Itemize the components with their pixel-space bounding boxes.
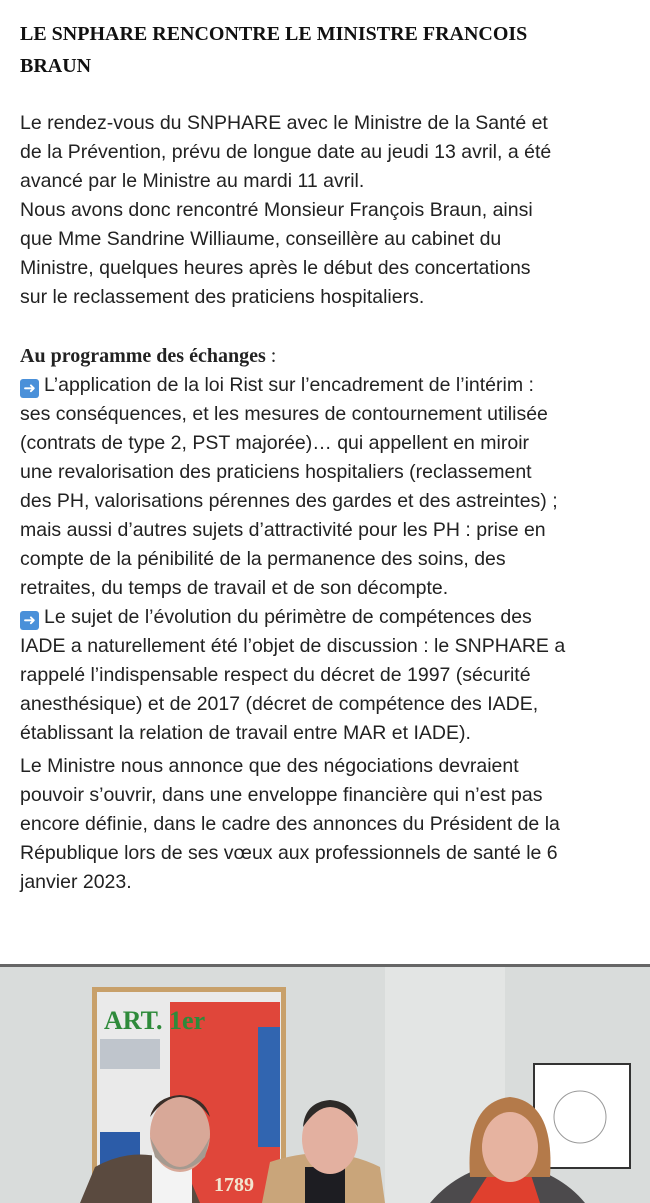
- text-line-content: Le sujet de l’évolution du périmètre de compétences des: [44, 606, 532, 628]
- text-line: [20, 839, 560, 868]
- text-line-content: Le rendez-vous du SNPHARE avec le Ministre de la Santé et: [20, 112, 548, 134]
- program-heading-text: Au programme des échanges: [20, 345, 266, 367]
- text-line-content: janvier 2023.: [20, 871, 132, 893]
- text-line: [20, 752, 560, 781]
- text-line-content: Nous avons donc rencontré Monsieur François Braun, ainsi: [20, 199, 533, 221]
- text-line-content: encore définie, dans le cadre des annonces du Président de la: [20, 813, 560, 835]
- conclusion-paragraph: [20, 752, 560, 897]
- text-line: [20, 574, 565, 603]
- text-line: [20, 50, 527, 82]
- article-title: [20, 18, 527, 82]
- text-line-content: des PH, valorisations pérennes des gardes et des astreintes) ;: [20, 490, 558, 512]
- program-item-2: [20, 603, 565, 748]
- meeting-photo: [0, 964, 650, 1203]
- text-line-content: LE SNPHARE RENCONTRE LE MINISTRE FRANCOIS: [20, 23, 528, 45]
- text-line: [20, 283, 551, 312]
- text-line-content: (contrats de type 2, PST majorée)… qui appellent en miroir: [20, 432, 530, 454]
- text-line-content: avancé par le Ministre au mardi 11 avril.: [20, 170, 365, 192]
- program-heading-colon: :: [265, 345, 277, 367]
- right-arrow-icon: ➜: [20, 611, 39, 630]
- program-item-1: [20, 371, 565, 603]
- text-line: [20, 603, 565, 632]
- text-line: [20, 18, 527, 50]
- text-line: [20, 429, 565, 458]
- text-line: [20, 719, 565, 748]
- text-line-content: BRAUN: [20, 55, 92, 77]
- text-line: [20, 661, 565, 690]
- text-line: [20, 196, 551, 225]
- program-heading: [20, 342, 565, 371]
- text-line: [20, 458, 565, 487]
- text-line: [20, 516, 565, 545]
- text-line: [20, 868, 560, 897]
- intro-paragraph: [20, 109, 551, 312]
- text-line-content: L’application de la loi Rist sur l’encadrement de l’intérim :: [44, 374, 534, 396]
- text-line: [20, 400, 565, 429]
- text-line: [20, 545, 565, 574]
- text-line-content: que Mme Sandrine Williaume, conseillère au cabinet du: [20, 228, 502, 250]
- text-line-content: ses conséquences, et les mesures de contournement utilisée: [20, 403, 548, 425]
- text-line-content: pouvoir s’ouvrir, dans une enveloppe financière qui n’est pas: [20, 784, 543, 806]
- text-line: [20, 632, 565, 661]
- text-line: [20, 167, 551, 196]
- text-line-content: Ministre, quelques heures après le début des concertations: [20, 257, 531, 279]
- text-line-content: sur le reclassement des praticiens hospitaliers.: [20, 286, 425, 308]
- text-line-content: établissant la relation de travail entre MAR et IADE).: [20, 722, 471, 744]
- text-line-content: rappelé l’indispensable respect du décret de 1997 (sécurité: [20, 664, 531, 686]
- poster-year: 1789: [214, 1174, 254, 1196]
- text-line: [20, 225, 551, 254]
- text-line: [20, 781, 560, 810]
- right-arrow-icon: ➜: [20, 379, 39, 398]
- text-line: [20, 487, 565, 516]
- text-line: [20, 254, 551, 283]
- text-line-content: retraites, du temps de travail et de son décompte.: [20, 577, 449, 599]
- text-line-content: compte de la pénibilité de la permanence des soins, des: [20, 548, 506, 570]
- text-line-content: anesthésique) et de 2017 (décret de compétence des IADE,: [20, 693, 539, 715]
- poster-title: ART. 1er: [104, 1006, 206, 1035]
- text-line-content: République lors de ses vœux aux professionnels de santé le 6: [20, 842, 558, 864]
- text-line-content: Le Ministre nous annonce que des négociations devraient: [20, 755, 519, 777]
- text-line-content: IADE a naturellement été l’objet de discussion : le SNPHARE a: [20, 635, 566, 657]
- text-line-content: une revalorisation des praticiens hospitaliers (reclassement: [20, 461, 532, 483]
- text-line-content: mais aussi d’autres sujets d’attractivité pour les PH : prise en: [20, 519, 546, 541]
- text-line: [20, 690, 565, 719]
- text-line: [20, 371, 565, 400]
- text-line: [20, 109, 551, 138]
- text-line: [20, 810, 560, 839]
- text-line: [20, 138, 551, 167]
- text-line-content: de la Prévention, prévu de longue date au jeudi 13 avril, a été: [20, 141, 552, 163]
- program-section: [20, 342, 565, 748]
